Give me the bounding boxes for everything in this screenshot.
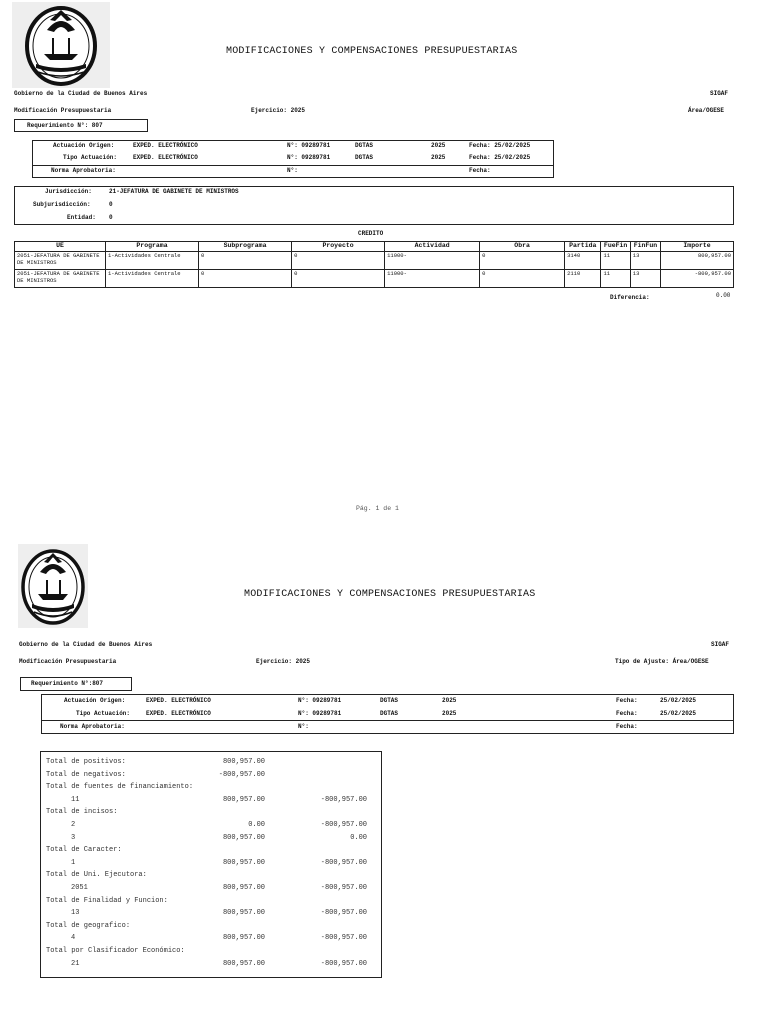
actuacion-box <box>32 140 554 178</box>
report-title: MODIFICACIONES Y COMPENSACIONES PRESUPUESTARIAS <box>226 46 518 57</box>
norma-aprobatoria-label: Norma Aprobatoria: <box>51 167 116 174</box>
government-name: Gobierno de la Ciudad de Buenos Aires <box>14 90 148 97</box>
cell-subprograma: 0 <box>199 270 292 288</box>
norma-fecha: Fecha: <box>469 167 491 174</box>
col-finfun: FinFun <box>630 242 660 252</box>
col-ue: UE <box>15 242 106 252</box>
cell-subprograma: 0 <box>199 252 292 270</box>
subjurisdiccion-label: Subjurisdicción: <box>33 201 91 208</box>
total-negative-value: 0.00 <box>350 833 367 842</box>
fiscal-year: Ejercicio: 2025 <box>251 107 306 114</box>
total-negative-value: -800,957.00 <box>320 858 367 867</box>
cell-finfun: 13 <box>630 270 660 288</box>
norma-fecha-label: Fecha: <box>616 723 638 730</box>
col-subprograma: Subprograma <box>199 242 292 252</box>
requirement-box <box>14 119 148 132</box>
system-name: SIGAF <box>711 641 730 648</box>
table-row <box>15 270 734 288</box>
col-fuefin: FueFin <box>601 242 630 252</box>
total-label: 2051 <box>71 884 88 892</box>
actuacion-origen-org: DGTAS <box>380 697 399 704</box>
tipo-actuacion-fecha: Fecha: 25/02/2025 <box>469 154 531 161</box>
actuacion-origen-label: Actuación Origen: <box>53 142 115 149</box>
total-positive-value: 800,957.00 <box>222 858 265 867</box>
actuacion-origen-org: DGTAS <box>355 142 374 149</box>
tipo-actuacion-year: 2025 <box>431 154 446 161</box>
tipo-actuacion-fecha: 25/02/2025 <box>660 710 697 717</box>
page-number: Pág. 1 de 1 <box>356 505 399 512</box>
tipo-actuacion-label: Tipo Actuación: <box>63 154 118 161</box>
total-positive-value: 800,957.00 <box>222 758 265 766</box>
cell-finfun: 13 <box>630 252 660 270</box>
system-name: SIGAF <box>710 90 729 97</box>
total-label: Total de incisos: <box>46 808 118 817</box>
total-positive-value: 800,957.00 <box>222 959 265 968</box>
entidad-value: 0 <box>109 214 113 221</box>
government-name: Gobierno de la Ciudad de Buenos Aires <box>19 641 153 648</box>
total-positive-value: 800,957.00 <box>222 833 265 842</box>
actuacion-origen-value: EXPED. ELECTRÓNICO <box>133 142 198 149</box>
report-title: MODIFICACIONES Y COMPENSACIONES PRESUPUESTARIAS <box>244 589 536 600</box>
totals-box <box>40 751 382 978</box>
tipo-actuacion-value: EXPED. ELECTRÓNICO <box>133 154 198 161</box>
total-label: Total por Clasificador Económico: <box>46 947 185 955</box>
city-seal-icon <box>12 2 110 88</box>
city-seal-logo <box>12 2 110 88</box>
cell-programa: 1-Actividades Centrale <box>106 270 199 288</box>
norma-aprobatoria-label: Norma Aprobatoria: <box>60 723 125 730</box>
actuacion-origen-year: 2025 <box>431 142 446 149</box>
total-label: Total de geografico: <box>46 921 131 930</box>
total-positive-value: -800,957.00 <box>218 770 265 779</box>
total-label: Total de positivos: <box>46 758 126 766</box>
requirement-number: Requerimiento N°:807 <box>31 680 104 687</box>
tipo-actuacion-nro: N°: 09289781 <box>287 154 331 161</box>
actuacion-origen-fecha-label: Fecha: <box>616 697 638 704</box>
total-negative-value: -800,957.00 <box>320 909 367 918</box>
tipo-actuacion-fecha-label: Fecha: <box>616 710 638 717</box>
tipo-actuacion-label: Tipo Actuación: <box>76 710 131 717</box>
total-negative-value: -800,957.00 <box>320 795 367 804</box>
actuacion-origen-value: EXPED. ELECTRÓNICO <box>146 697 211 704</box>
actuacion-origen-label: Actuación Origen: <box>64 697 126 704</box>
total-label: Total de Uni. Ejecutora: <box>46 871 147 880</box>
tipo-actuacion-nro: N°: 09289781 <box>298 710 342 717</box>
total-label: 3 <box>71 833 76 842</box>
total-positive-value: 800,957.00 <box>222 884 265 892</box>
total-label: Total de Finalidad y Funcion: <box>46 896 168 905</box>
total-negative-value: -800,957.00 <box>320 884 367 892</box>
total-positive-value: 800,957.00 <box>222 795 265 804</box>
total-label: 11 <box>71 795 80 804</box>
actuacion-origen-year: 2025 <box>442 697 457 704</box>
cell-fuefin: 11 <box>601 252 630 270</box>
cell-ue: 2051-JEFATURA DE GABINETE DE MINISTROS <box>15 270 106 288</box>
credit-table-header <box>15 242 734 252</box>
total-label: 13 <box>71 909 80 918</box>
actuacion-origen-fecha: 25/02/2025 <box>660 697 697 704</box>
adjustment-type: Tipo de Ajuste: Área/OGESE <box>615 658 709 665</box>
cell-partida: 3140 <box>565 252 601 270</box>
total-negative-value: -800,957.00 <box>320 959 367 968</box>
total-positive-value: 800,957.00 <box>222 909 265 918</box>
tipo-actuacion-org: DGTAS <box>380 710 399 717</box>
total-label: 1 <box>71 858 76 867</box>
city-seal-logo <box>18 544 88 628</box>
cell-proyecto: 0 <box>292 270 385 288</box>
city-seal-icon <box>18 544 88 628</box>
col-obra: Obra <box>480 242 565 252</box>
actuacion-box <box>41 694 734 734</box>
actuacion-origen-fecha: Fecha: 25/02/2025 <box>469 142 531 149</box>
cell-importe: -800,957.00 <box>661 270 734 288</box>
actuacion-origen-nro: N°: 09289781 <box>287 142 331 149</box>
total-label: Total de negativos: <box>46 770 126 779</box>
cell-actividad: 11000- <box>385 270 480 288</box>
cell-partida: 2110 <box>565 270 601 288</box>
requirement-number: Requerimiento N°: 807 <box>27 122 103 129</box>
diferencia-label: Diferencia: <box>610 294 650 301</box>
cell-proyecto: 0 <box>292 252 385 270</box>
total-label: 21 <box>71 959 80 968</box>
actuacion-origen-nro: N°: 09289781 <box>298 697 342 704</box>
norma-nro: N°: <box>298 723 309 730</box>
table-row <box>15 252 734 270</box>
modification-type: Modificación Presupuestaria <box>14 107 112 114</box>
cell-actividad: 11000- <box>385 252 480 270</box>
fiscal-year: Ejercicio: 2025 <box>256 658 311 665</box>
diferencia-value: 0.00 <box>716 292 731 299</box>
jurisdiccion-label: Jurisdicción: <box>45 188 92 195</box>
entidad-label: Entidad: <box>67 214 96 221</box>
col-actividad: Actividad <box>385 242 480 252</box>
credit-table <box>14 241 734 288</box>
area-label: Área/OGESE <box>688 107 725 114</box>
cell-importe: 800,957.00 <box>661 252 734 270</box>
cell-programa: 1-Actividades Centrale <box>106 252 199 270</box>
requirement-box <box>20 677 132 691</box>
total-negative-value: -800,957.00 <box>320 934 367 943</box>
cell-fuefin: 11 <box>601 270 630 288</box>
total-positive-value: 800,957.00 <box>222 934 265 943</box>
col-partida: Partida <box>565 242 601 252</box>
col-proyecto: Proyecto <box>292 242 385 252</box>
tipo-actuacion-value: EXPED. ELECTRÓNICO <box>146 710 211 717</box>
norma-nro: N°: <box>287 167 298 174</box>
total-label: 2 <box>71 821 76 829</box>
jurisdiccion-value: 21-JEFATURA DE GABINETE DE MINISTROS <box>109 188 239 195</box>
total-label: Total de Caracter: <box>46 846 122 855</box>
total-label: 4 <box>71 934 76 943</box>
col-importe: Importe <box>661 242 734 252</box>
modification-type: Modificación Presupuestaria <box>19 658 117 665</box>
tipo-actuacion-org: DGTAS <box>355 154 374 161</box>
cell-ue: 2051-JEFATURA DE GABINETE DE MINISTROS <box>15 252 106 270</box>
jurisdiccion-box <box>14 186 734 225</box>
cell-obra: 0 <box>480 270 565 288</box>
cell-obra: 0 <box>480 252 565 270</box>
col-programa: Programa <box>106 242 199 252</box>
subjurisdiccion-value: 0 <box>109 201 113 208</box>
credito-header: CREDITO <box>358 230 384 237</box>
tipo-actuacion-year: 2025 <box>442 710 457 717</box>
total-positive-value: 0.00 <box>248 821 265 829</box>
total-negative-value: -800,957.00 <box>320 821 367 829</box>
total-label: Total de fuentes de financiamiento: <box>46 783 194 792</box>
